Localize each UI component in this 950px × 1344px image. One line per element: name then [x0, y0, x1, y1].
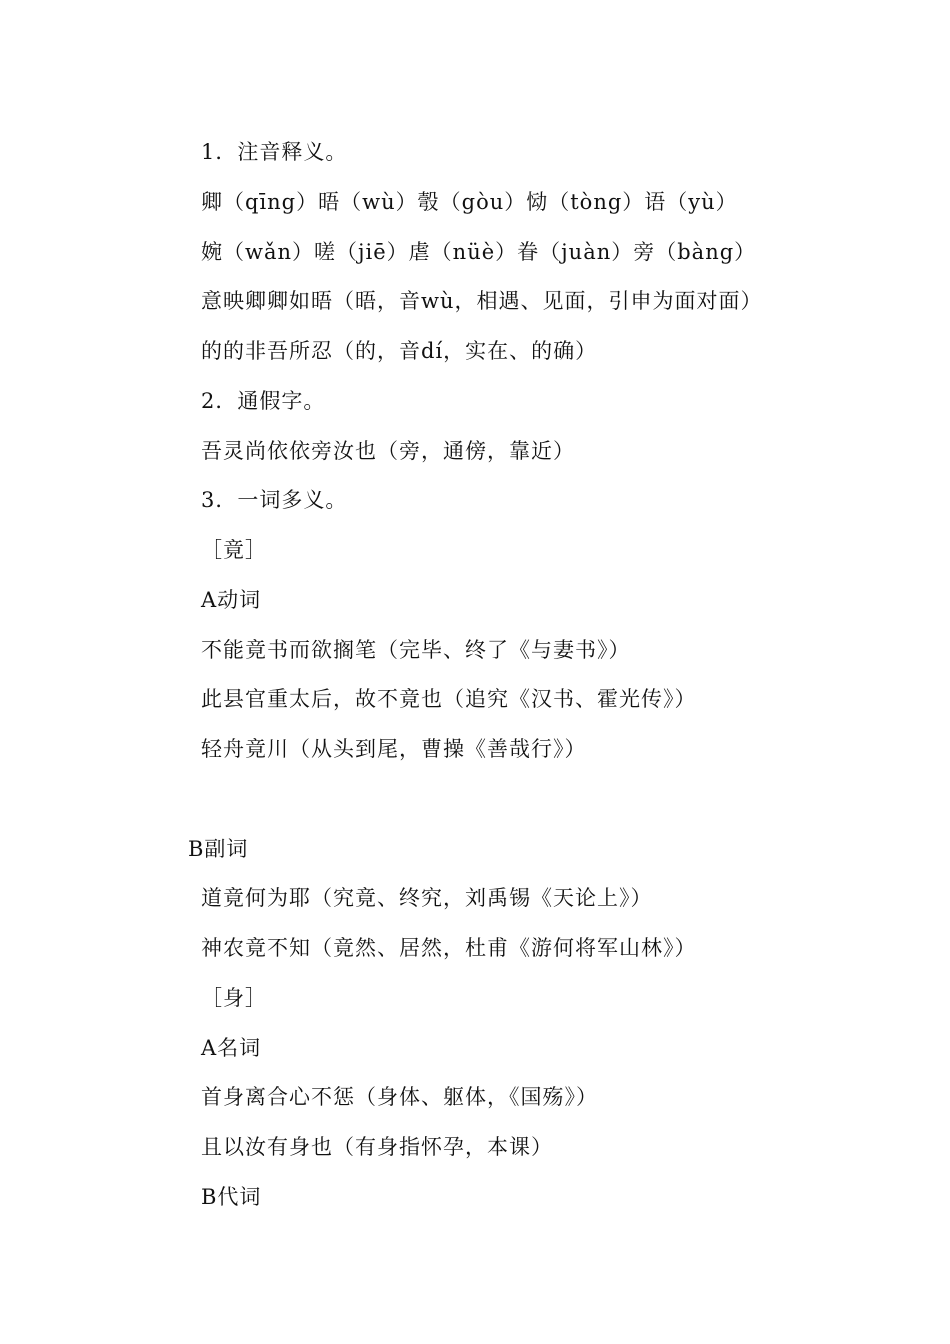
text-line: 的的非吾所忍（的，音dí，实在、的确）	[201, 339, 598, 363]
text-line: 神农竟不知（竟然、居然，杜甫《游何将军山林》）	[201, 936, 697, 960]
text-line: 道竟何为耶（究竟、终究，刘禹锡《天论上》）	[201, 886, 653, 910]
text-line: 婉（wǎn）嗟（jiē）虐（nüè）眷（juàn）旁（bàng）	[201, 240, 757, 264]
subheading-noun: A名词	[201, 1036, 262, 1060]
text-line: 轻舟竟川（从头到尾，曹操《善哉行》）	[201, 737, 587, 761]
text-line: 且以汝有身也（有身指怀孕，本课）	[201, 1135, 553, 1159]
subheading-pronoun: B代词	[201, 1185, 262, 1209]
text-line: 吾灵尚依依旁汝也（旁，通傍，靠近）	[201, 439, 575, 463]
text-line: 不能竟书而欲搁笔（完毕、终了《与妻书》）	[201, 638, 631, 662]
heading-tongjiazi: 2．通假字。	[201, 389, 326, 413]
heading-polysemy: 3．一词多义。	[201, 488, 348, 512]
text-line: 首身离合心不惩（身体、躯体，《国殇》）	[201, 1085, 598, 1109]
text-line: 卿（qīng）晤（wù）彀（gòu）恸（tòng）语（yù）	[201, 190, 738, 214]
heading-pronunciation: 1．注音释义。	[201, 140, 348, 164]
text-line: 此县官重太后，故不竟也（追究《汉书、霍光传》）	[201, 687, 697, 711]
term-jing: ［竟］	[201, 538, 267, 562]
term-shen: ［身］	[201, 986, 267, 1010]
text-line: 意映卿卿如晤（晤，音wù，相遇、见面，引申为面对面）	[201, 289, 763, 313]
subheading-verb: A动词	[201, 588, 262, 612]
subheading-adverb: B副词	[188, 837, 249, 861]
